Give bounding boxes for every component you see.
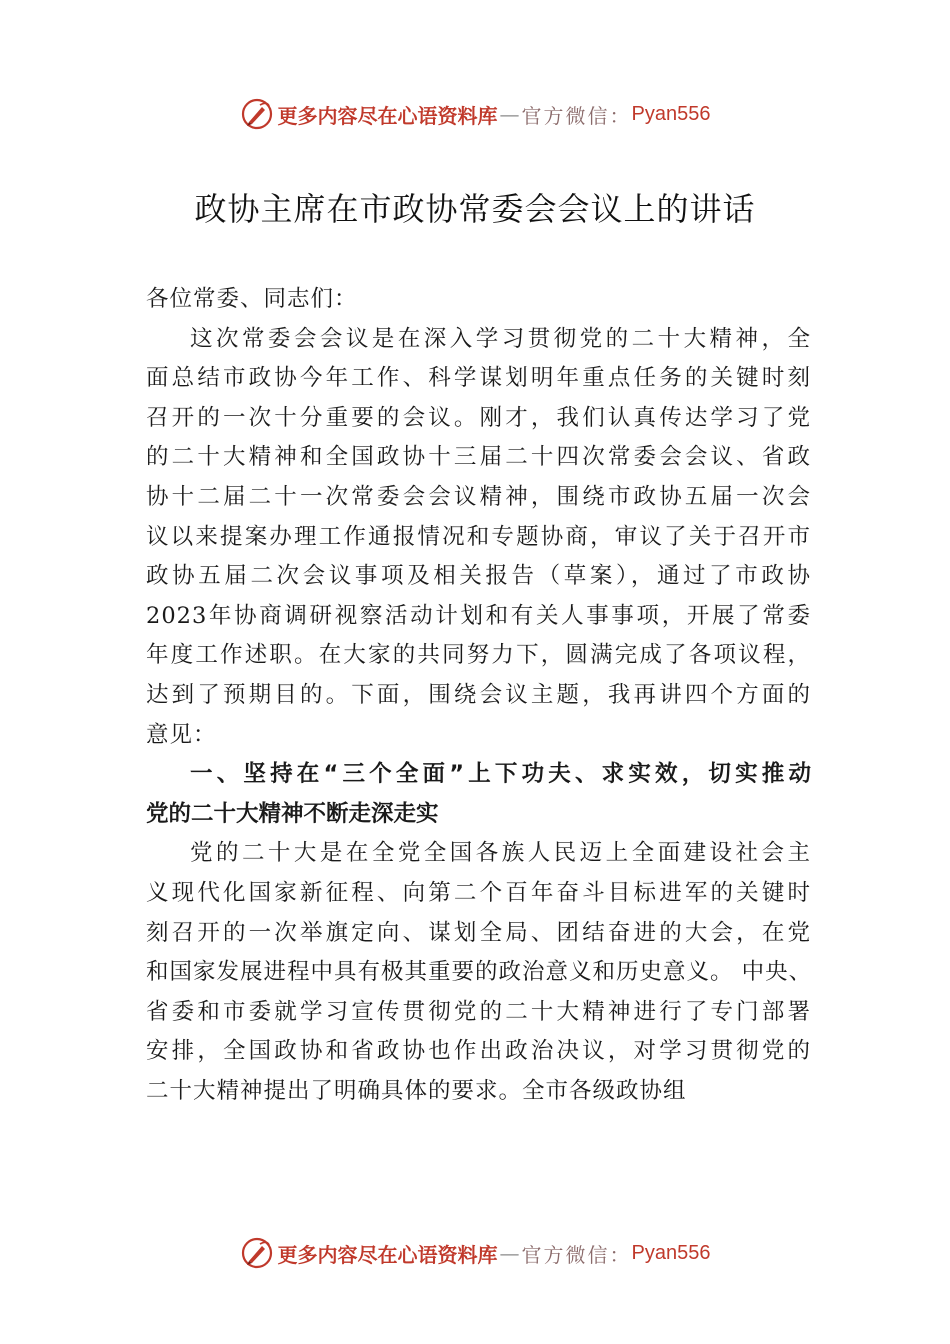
banner-wechat-label: 官方微信：: [521, 1242, 632, 1267]
pen-logo-icon: [240, 97, 274, 131]
document-title: 政协主席在市政协常委会会议上的讲话: [194, 190, 756, 228]
paragraph-line: 二十大精神提出了明确具体的要求。全市各级政协组: [146, 1077, 687, 1104]
paragraph-line: 和国家发展进程中具有极其重要的政治意义和历史意义。 中央、: [146, 959, 813, 986]
heading-line: 一、坚持在“三个全面”上下功夫、求实效，切实推动: [190, 761, 811, 788]
banner-wechat-id: Pyan556: [631, 1241, 711, 1264]
paragraph-line: 刻召开的一次举旗定向、谋划全局、团结奋进的大会，在党: [146, 919, 811, 946]
paragraph-line: 政协五届二次会议事项及相关报告（草案），通过了市政协: [146, 563, 811, 590]
paragraph-line: 协十二届二十一次常委会会议精神，围绕市政协五届一次会: [146, 483, 811, 510]
footer-banner: [0, 1233, 950, 1273]
paragraph-line: 达到了预期目的。下面，围绕会议主题，我再讲四个方面的: [146, 681, 811, 708]
paragraph-line: 这次常委会会议是在深入学习贯彻党的二十大精神，全: [190, 325, 811, 352]
banner-dash: —: [499, 1241, 520, 1265]
paragraph-line: 党的二十大是在全党全国各族人民迈上全面建设社会主: [190, 840, 811, 867]
banner-wechat-id: Pyan556: [631, 102, 711, 125]
paragraph-line: 年度工作述职。在大家的共同努力下，圆满完成了各项议程，: [146, 642, 811, 669]
paragraph-line: 义现代化国家新征程、向第二个百年奋斗目标进军的关键时: [146, 879, 811, 906]
paragraph-line: 的二十大精神和全国政协十三届二十四次常委会会议、省政: [146, 444, 811, 471]
section-heading-1: [146, 755, 811, 834]
paragraph-line: 省委和市委就学习宣传贯彻党的二十大精神进行了专门部署: [146, 998, 811, 1025]
header-banner: [0, 94, 950, 134]
paragraph-line: 召开的一次十分重要的会议。刚才，我们认真传达学习了党: [146, 404, 811, 431]
paragraph-2: [146, 834, 811, 1111]
paragraph-line: 面总结市政协今年工作、科学谋划明年重点任务的关键时刻: [146, 365, 811, 392]
paragraph-line: 安排，全国政协和省政协也作出政治决议，对学习贯彻党的: [146, 1038, 811, 1065]
pen-logo-icon: [240, 1236, 274, 1270]
paragraph-line: 议以来提案办理工作通报情况和专题协商，审议了关于召开市: [146, 523, 811, 550]
paragraph-line: 2023年协商调研视察活动计划和有关人事事项，开展了常委: [146, 602, 811, 629]
banner-wechat-label: 官方微信：: [521, 103, 632, 128]
banner-site-name: 更多内容尽在心语资料库: [277, 103, 498, 128]
banner-dash: —: [499, 102, 520, 126]
heading-line: 党的二十大精神不断走深走实: [146, 800, 439, 827]
salutation: 各位常委、同志们：: [146, 286, 358, 312]
paragraph-line: 意见：: [146, 721, 217, 748]
banner-site-name: 更多内容尽在心语资料库: [277, 1242, 498, 1267]
document-body: [146, 280, 811, 1111]
paragraph-1: [146, 320, 811, 756]
